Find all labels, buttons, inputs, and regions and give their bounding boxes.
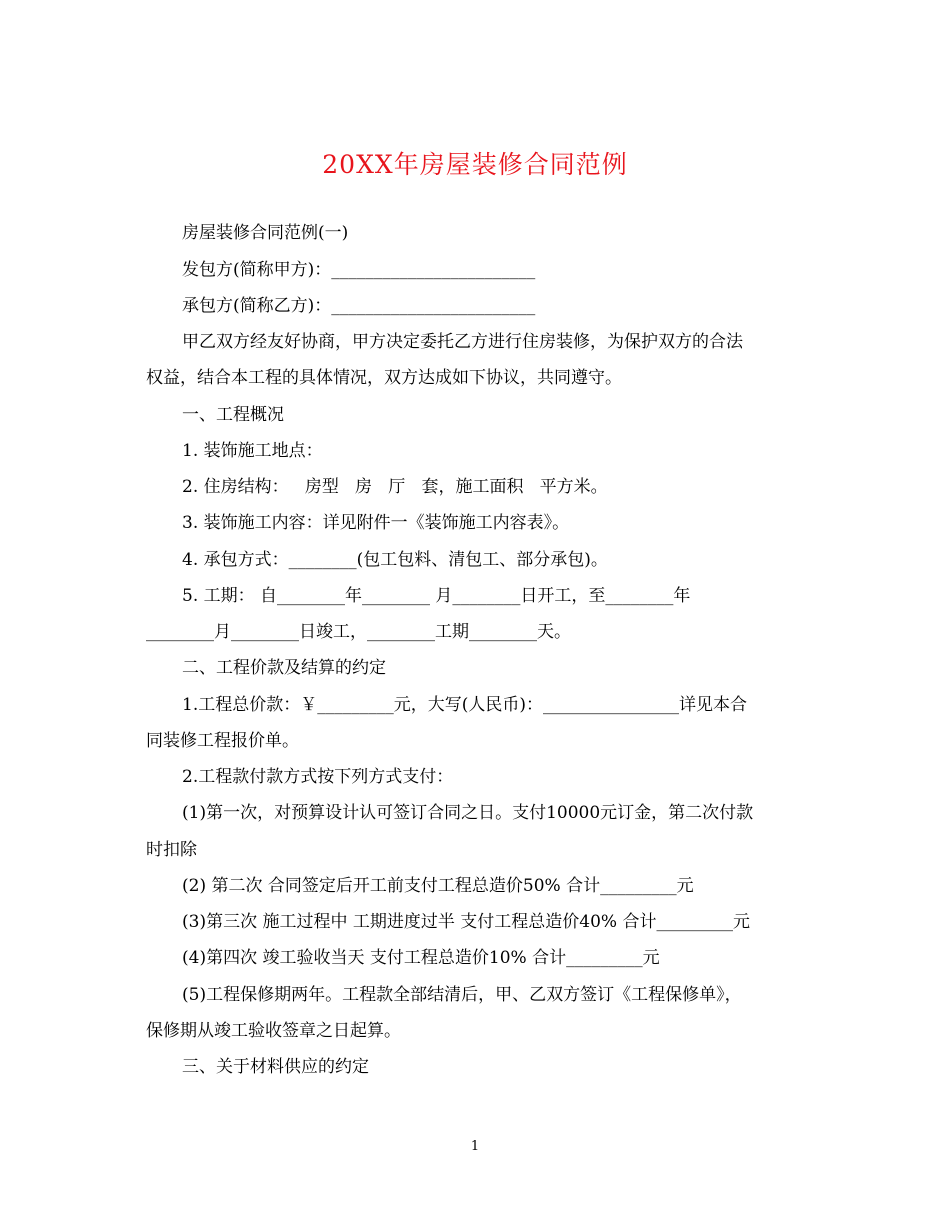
clause-line: 同装修工程报价单。 — [146, 731, 299, 751]
clause-line: 4. 承包方式：________(包工包料、清包工、部分承包)。 — [182, 550, 608, 570]
paragraph-line: 权益，结合本工程的具体情况，双方达成如下协议，共同遵守。 — [146, 368, 622, 388]
page-number: 1 — [470, 1139, 480, 1154]
document-title: 20XX年房屋装修合同范例 — [322, 150, 628, 179]
clause-line: (4)第四次 竣工验收当天 支付工程总造价10% 合计_________元 — [182, 948, 660, 968]
party-a-field: 发包方(简称甲方)：________________________ — [182, 260, 536, 280]
party-b-field: 承包方(简称乙方)：________________________ — [182, 296, 536, 316]
clause-line: (2) 第二次 合同签定后开工前支付工程总造价50% 合计_________元 — [182, 876, 694, 896]
clause-line: (3)第三次 施工过程中 工期进度过半 支付工程总造价40% 合计_________元 — [182, 912, 750, 932]
clause-line: 2.工程款付款方式按下列方式支付： — [182, 767, 454, 787]
clause-line: 5. 工期： 自________年________ 月________日开工，至________年 — [182, 586, 691, 606]
clause-line: (1)第一次，对预算设计认可签订合同之日。支付10000元订金，第二次付款 — [182, 803, 754, 823]
clause-line: 2. 住房结构： 房型 房 厅 套，施工面积 平方米。 — [182, 477, 608, 497]
clause-line: 保修期从竣工验收签章之日起算。 — [146, 1021, 401, 1041]
clause-line: 时扣除 — [146, 840, 197, 860]
clause-line: ________月________日竣工，________工期________天。 — [146, 622, 571, 642]
clause-line: (5)工程保修期两年。工程款全部结清后，甲、乙双方签订《工程保修单》， — [182, 985, 742, 1005]
section-heading: 一、工程概况 — [182, 405, 284, 425]
clause-line: 3. 装饰施工内容：详见附件一《装饰施工内容表》。 — [182, 513, 570, 533]
section-heading: 房屋装修合同范例(一) — [182, 223, 349, 243]
clause-line: 1.工程总价款：￥_________元，大写(人民币)：________________详见本合 — [182, 695, 747, 715]
section-heading: 三、关于材料供应的约定 — [182, 1057, 369, 1077]
paragraph-line: 甲乙双方经友好协商，甲方决定委托乙方进行住房装修，为保护双方的合法 — [182, 332, 743, 352]
section-heading: 二、工程价款及结算的约定 — [182, 658, 386, 678]
clause-line: 1. 装饰施工地点： — [182, 441, 323, 461]
